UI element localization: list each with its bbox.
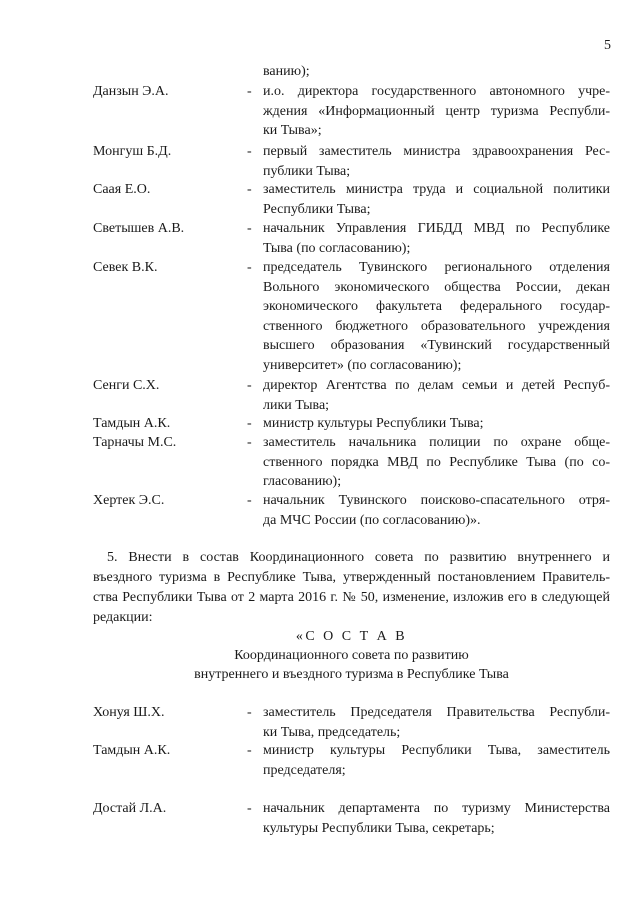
member-dash: - <box>247 221 252 236</box>
member-position: заместитель Председателя Правительства Республи- ки Тыва, председатель; <box>263 705 610 740</box>
paragraph-5: 5. Внести в состав Координационного совета по развитию внутреннего и въездного туризма в Республике Тыва, утвержденный постановлением Правитель- ства Республики Тыва от 2 марта 2016 г. № 50, изменение, изложив его в следующей редакции: <box>93 550 610 625</box>
member-name: Тарначы М.С. <box>93 435 177 450</box>
member-name: Саая Е.О. <box>93 182 151 197</box>
member-name: Хонуя Ш.Х. <box>93 705 165 720</box>
member-dash: - <box>247 144 252 159</box>
member-dash: - <box>247 416 252 431</box>
member-name: Севек В.К. <box>93 260 158 275</box>
member-dash: - <box>247 435 252 450</box>
member-name: Тамдын А.К. <box>93 416 171 431</box>
member-name: Данзын Э.А. <box>93 84 169 99</box>
member-position: министр культуры Республики Тыва, заместитель председателя; <box>263 743 610 778</box>
member-position: начальник Тувинского поисково-спасательного отря- да МЧС России (по согласованию)». <box>263 493 610 528</box>
member-position: заместитель начальника полиции по охране обще- ственного порядка МВД по Республике Тыва (по со- гласованию); <box>263 435 610 490</box>
composition-title: «С О С Т А В <box>295 629 408 644</box>
member-position: директор Агентства по делам семьи и детей Респуб- лики Тыва; <box>263 378 610 413</box>
member-dash: - <box>247 378 252 393</box>
member-position: заместитель министра труда и социальной политики Республики Тыва; <box>263 182 610 217</box>
member-dash: - <box>247 84 252 99</box>
member-name: Сенги С.Х. <box>93 378 160 393</box>
member-dash: - <box>247 493 252 508</box>
member-name: Достай Л.А. <box>93 801 167 816</box>
member-position: и.о. директора государственного автономного учре- ждения «Информационный центр туризма Республи- ки Тыва»; <box>263 84 610 139</box>
composition-subtitle-line2: внутреннего и въездного туризма в Республике Тыва <box>194 667 509 682</box>
composition-subtitle-line1: Координационного совета по развитию <box>234 648 469 663</box>
member-position: начальник Управления ГИБДД МВД по Республике Тыва (по согласованию); <box>263 221 610 256</box>
member-dash: - <box>247 182 252 197</box>
page-number: 5 <box>604 38 611 53</box>
member-dash: - <box>247 705 252 720</box>
member-position: председатель Тувинского регионального отделения Вольного экономического общества России, декан экономического факультета федерального государ- ственного бюджетного образовательного учреждения высшего образования «Тувинский государственный университет» (по согласованию); <box>263 260 610 373</box>
member-name: Хертек Э.С. <box>93 493 165 508</box>
member-dash: - <box>247 801 252 816</box>
member-position: первый заместитель министра здравоохранения Рес- публики Тыва; <box>263 144 610 179</box>
member-name: Монгуш Б.Д. <box>93 144 172 159</box>
member-dash: - <box>247 743 252 758</box>
member-name: Светышев А.В. <box>93 221 185 236</box>
member-dash: - <box>247 260 252 275</box>
member-position: министр культуры Республики Тыва; <box>263 416 484 431</box>
member-name: Тамдын А.К. <box>93 743 171 758</box>
carry-over-text: ванию); <box>263 64 310 79</box>
member-position: начальник департамента по туризму Министерства культуры Республики Тыва, секретарь; <box>263 801 610 836</box>
